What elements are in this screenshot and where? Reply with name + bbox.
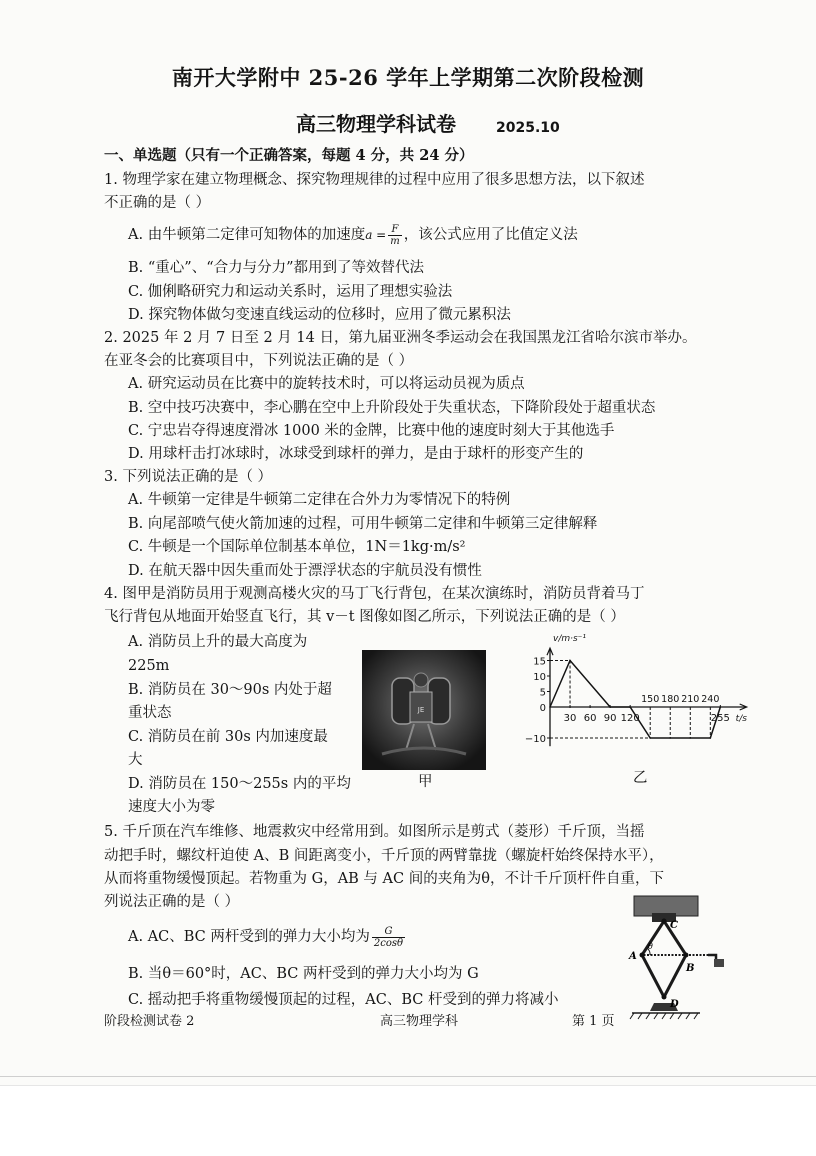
jetpack-photo-drawing bbox=[362, 650, 486, 770]
q3-option-d: D. 在航天器中因失重而处于漂浮状态的宇航员没有惯性 bbox=[128, 563, 482, 579]
q4-option-d-line2: 速度大小为零 bbox=[128, 799, 215, 815]
graph-data-point bbox=[710, 737, 712, 739]
q1-fraction-den: m bbox=[390, 235, 400, 247]
graph-x-tick-label-upper: 150 bbox=[641, 694, 660, 705]
jack-label-c: C bbox=[670, 920, 678, 931]
jack-joint-c bbox=[662, 919, 667, 924]
graph-y-label: v/m·s⁻¹ bbox=[553, 634, 587, 644]
q5-option-c: C. 摇动把手将重物缓慢顶起的过程，AC、BC 杆受到的弹力将减小 bbox=[128, 992, 559, 1008]
graph-data-point bbox=[689, 737, 691, 739]
q4-option-d-line1: D. 消防员在 150～255s 内的平均 bbox=[128, 776, 351, 792]
q4-stem-line1: 4. 图甲是消防员用于观测高楼火灾的马丁飞行背包，在某次演练时，消防员背着马丁 bbox=[104, 586, 645, 602]
scissor-jack-diagram bbox=[620, 893, 730, 1025]
q2-stem-line1: 2. 2025 年 2 月 7 日至 2 月 14 日，第九届亚洲冬季运动会在我国黑龙江省哈尔滨市举办。 bbox=[104, 330, 697, 346]
graph-x-tick-label-upper: 210 bbox=[681, 694, 700, 705]
footer-page: 第 1 页 bbox=[572, 1014, 615, 1029]
q5-fraction-den: 2cosθ bbox=[373, 937, 404, 949]
graph-data-point bbox=[569, 660, 571, 662]
graph-y-tick-label: −10 bbox=[524, 734, 546, 745]
jack-arm-bd bbox=[664, 955, 686, 997]
jack-label-d: D bbox=[670, 999, 679, 1010]
q2-stem-line2: 在亚冬会的比赛项目中，下列说法正确的是（ ） bbox=[104, 353, 414, 369]
q1-option-a-eq: a = bbox=[365, 228, 387, 242]
q4-option-b-line1: B. 消防员在 30～90s 内处于超 bbox=[128, 682, 332, 698]
svg-text:JE: JE bbox=[417, 706, 425, 714]
graph-y-tick-label: 5 bbox=[539, 687, 546, 699]
q1-option-a-pre: A. 由牛顿第二定律可知物体的加速度 bbox=[128, 227, 366, 243]
q3-option-a: A. 牛顿第一定律是牛顿第二定律在合外力为零情况下的特例 bbox=[128, 492, 511, 508]
graph-x-tick-label: 255 bbox=[710, 713, 730, 724]
q5-stem-line2: 动把手时，螺纹杆迫使 A、B 间距离变小，千斤顶的两臂靠拢（螺旋杆始终保持水平）， bbox=[104, 848, 664, 864]
q4-option-c-line2: 大 bbox=[128, 752, 143, 768]
photo-caption: 甲 bbox=[418, 774, 433, 790]
q4-option-a-line1: A. 消防员上升的最大高度为 bbox=[128, 634, 308, 650]
q2-option-c: C. 宁忠岩夺得速度滑冰 1000 米的金牌，比赛中他的速度时刻大于其他选手 bbox=[128, 423, 615, 439]
jack-joint-d bbox=[662, 995, 667, 1000]
q4-stem-line2: 飞行背包从地面开始竖直飞行，其 v－t 图像如图乙所示，下列说法正确的是（ ） bbox=[104, 609, 625, 625]
graph-y-tick-label: 15 bbox=[533, 656, 546, 668]
q1-stem-line1: 1. 物理学家在建立物理概念、探究物理规律的过程中应用了很多思想方法，以下叙述 bbox=[104, 172, 645, 188]
q5-stem-line3: 从而将重物缓慢顶起。若物重为 G，AB 与 AC 间的夹角为θ，不计千斤顶杆件自重，下 bbox=[104, 871, 664, 887]
q5-fraction-num: G bbox=[372, 926, 405, 938]
q2-option-b: B. 空中技巧决赛中，李心鹏在空中上升阶段处于失重状态，下降阶段处于超重状态 bbox=[128, 400, 656, 416]
q1-stem-line2: 不正确的是（ ） bbox=[104, 195, 211, 211]
graph-data-point bbox=[669, 737, 671, 739]
velocity-time-graph bbox=[522, 630, 754, 780]
graph-x-tick-label: 30 bbox=[563, 713, 577, 724]
graph-x-tick-label: 120 bbox=[620, 713, 640, 724]
jetpack-photo bbox=[362, 650, 486, 770]
q3-stem: 3. 下列说法正确的是（ ） bbox=[104, 469, 273, 485]
graph-x-tick-label-upper: 240 bbox=[701, 694, 720, 705]
q3-option-c: C. 牛顿是一个国际单位制基本单位，1N＝1kg·m/s² bbox=[128, 539, 466, 555]
jack-label-b: B bbox=[686, 963, 695, 974]
footer-left: 阶段检测试卷 2 bbox=[104, 1014, 195, 1029]
q1-option-a-post: ，该公式应用了比值定义法 bbox=[403, 227, 578, 243]
q5-stem-line1: 5. 千斤顶在汽车维修、地震救灾中经常用到。如图所示是剪式（菱形）千斤顶，当摇 bbox=[104, 824, 645, 840]
jack-arm-ad bbox=[642, 955, 664, 997]
graph-x-tick-label-upper: 180 bbox=[661, 694, 680, 705]
exam-title: 南开大学附中 25-26 学年上学期第二次阶段检测 bbox=[171, 65, 645, 90]
jack-handle-grip bbox=[714, 959, 724, 967]
jack-label-theta: θ bbox=[648, 942, 653, 951]
jack-joint-b bbox=[684, 953, 689, 958]
q2-option-a: A. 研究运动员在比赛中的旋转技术时，可以将运动员视为质点 bbox=[128, 376, 525, 392]
jack-label-a: A bbox=[629, 951, 637, 962]
exam-subtitle: 高三物理学科试卷 bbox=[296, 112, 456, 136]
ground-hatching bbox=[630, 1013, 698, 1019]
q1-option-b: B. “重心”、“合力与分力”都用到了等效替代法 bbox=[128, 260, 425, 276]
blank-margin bbox=[0, 1085, 816, 1156]
graph-y-tick-label: 10 bbox=[533, 672, 546, 683]
q4-option-c-line1: C. 消防员在前 30s 内加速度最 bbox=[128, 729, 328, 745]
q1-option-a bbox=[128, 222, 578, 248]
jack-arm-ac bbox=[642, 921, 664, 955]
jack-joint-a bbox=[640, 953, 645, 958]
q4-option-b-line2: 重状态 bbox=[128, 705, 172, 721]
q5-option-a bbox=[128, 922, 407, 952]
q1-fraction-num: F bbox=[388, 224, 401, 236]
q5-stem-line4: 列说法正确的是（ ） bbox=[104, 894, 240, 910]
graph-data-point bbox=[649, 737, 651, 739]
exam-date: 2025.10 bbox=[496, 120, 560, 136]
graph-y-tick-label: 0 bbox=[539, 703, 546, 714]
q2-option-d: D. 用球杆击打冰球时，冰球受到球杆的弹力，是由于球杆的形变产生的 bbox=[128, 446, 584, 462]
graph-caption: 乙 bbox=[633, 770, 648, 786]
q1-option-c: C. 伽俐略研究力和运动关系时，运用了理想实验法 bbox=[128, 284, 453, 300]
q5-option-b: B. 当θ＝60°时，AC、BC 两杆受到的弹力大小均为 G bbox=[128, 966, 479, 982]
q4-option-a-line2: 225m bbox=[128, 658, 170, 674]
graph-x-label: t/s bbox=[735, 714, 747, 724]
graph-x-tick-label: 60 bbox=[583, 713, 597, 724]
section-heading: 一、单选题（只有一个正确答案，每题 4 分，共 24 分） bbox=[104, 147, 474, 164]
scan-edge bbox=[0, 1076, 816, 1077]
graph-x-tick-label: 90 bbox=[603, 713, 617, 724]
q1-fraction bbox=[388, 224, 401, 247]
q1-option-d: D. 探究物体做匀变速直线运动的位移时，应用了微元累积法 bbox=[128, 307, 511, 323]
graph-data-point bbox=[549, 706, 551, 708]
q5-option-a-pre: A. AC、BC 两杆受到的弹力大小均为 bbox=[128, 929, 370, 945]
q5-fraction bbox=[372, 926, 405, 949]
q3-option-b: B. 向尾部喷气使火箭加速的过程，可用牛顿第二定律和牛顿第三定律解释 bbox=[128, 516, 598, 532]
footer-center: 高三物理学科 bbox=[380, 1014, 459, 1029]
